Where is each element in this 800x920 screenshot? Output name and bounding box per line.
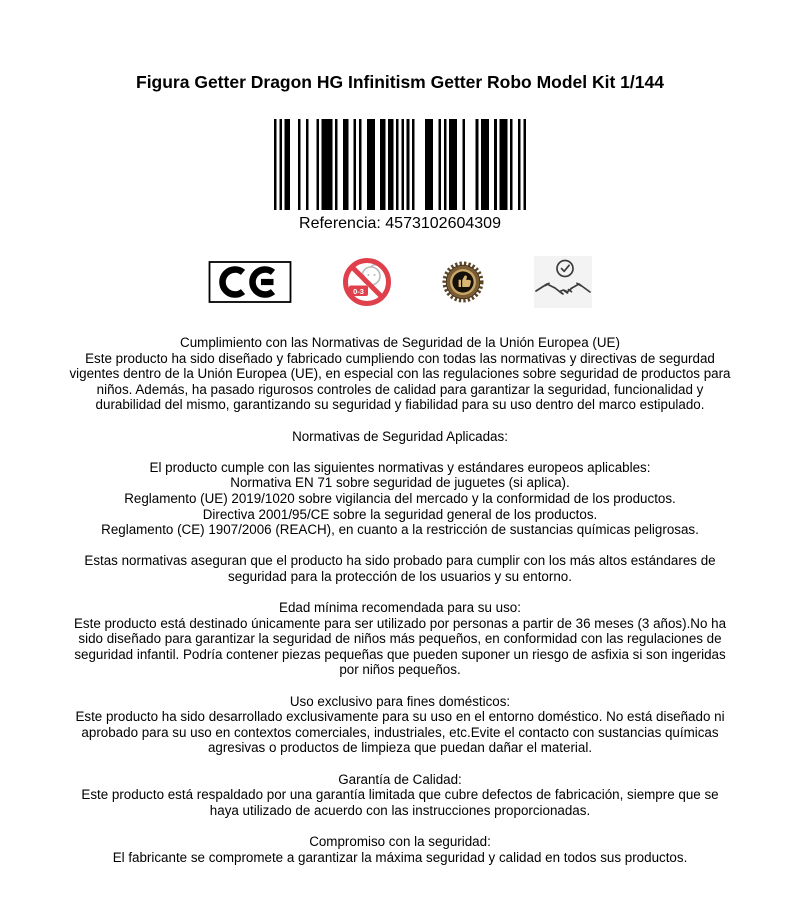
text-line: Este producto está destinado únicamente para ser utilizado por personas a partir de 36 meses (3 años).No ha	[73, 615, 727, 631]
text-section	[0, 772, 800, 819]
barcode	[0, 119, 800, 210]
barcode-bar	[518, 119, 521, 210]
section-heading: Garantía de Calidad:	[338, 771, 462, 787]
text-line: El producto cumple con las siguientes normativas y estándares europeos aplicables:	[149, 459, 651, 475]
barcode-bar	[279, 119, 282, 210]
text-line: sido diseñado para garantizar la seguridad de niños más pequeños, en conformidad con las regulaciones de	[78, 631, 722, 647]
text-line: Reglamento (CE) 1907/2006 (REACH), en cuanto a la restricción de sustancias químicas peligrosas.	[101, 522, 699, 538]
section-heading: Compromiso con la seguridad:	[309, 834, 491, 849]
barcode-bar	[322, 119, 333, 210]
text-line: El fabricante se compromete a garantizar la máxima seguridad y calidad en todos sus productos.	[112, 849, 688, 865]
text-line: Directiva 2001/95/CE sobre la seguridad general de los productos.	[202, 506, 598, 522]
text-line: agresivas o productos de limpieza que puedan dañar el material.	[207, 740, 593, 756]
barcode-bar	[343, 119, 348, 210]
text-section	[0, 600, 800, 678]
barcode-bar	[359, 119, 362, 210]
barcode-bar	[476, 119, 479, 210]
barcode-bar	[523, 119, 526, 210]
barcode-bar	[285, 119, 290, 210]
barcode-bar	[412, 119, 415, 210]
barcode-bar	[444, 119, 447, 210]
barcode-bar	[481, 119, 489, 210]
barcode-bar	[306, 119, 309, 210]
compliance-text	[0, 335, 800, 865]
text-line: Este producto ha sido diseñado y fabricado cumpliendo con todas las normativas y directivas de segurdad	[85, 350, 715, 366]
ce-mark-icon	[208, 260, 292, 304]
barcode-bar	[449, 119, 457, 210]
text-line: Reglamento (UE) 2019/1020 sobre vigilancia del mercado y la conformidad de los productos.	[124, 490, 676, 506]
page-title: Figura Getter Dragon HG Infinitism Getter Robo Model Kit 1/144	[136, 72, 664, 92]
text-line: Estas normativas aseguran que el producto ha sido probado para cumplir con los más altos estándares de	[84, 553, 716, 569]
text-section	[0, 694, 800, 756]
section-heading: Normativas de Seguridad Aplicadas:	[292, 428, 508, 444]
barcode-bar	[494, 119, 497, 210]
text-line: durabilidad del mismo, garantizando su seguridad y fiabilidad para su uso dentro del marco estipulado.	[95, 397, 705, 413]
quality-badge-icon	[442, 261, 484, 303]
text-section	[0, 834, 800, 865]
text-line: seguridad infantil. Podría contener piezas pequeñas que pueden suponer un riesgo de asfixia si son ingeridas	[74, 646, 726, 662]
barcode-bar	[316, 119, 319, 210]
text-section	[0, 460, 800, 538]
barcode-bar	[380, 119, 385, 210]
barcode-bar	[510, 119, 513, 210]
barcode-bar	[274, 119, 277, 210]
text-line: niños. Además, ha pasado rigurosos controles de calidad para garantizar la seguridad, funcionalidad y	[96, 381, 704, 397]
barcode-bar	[499, 119, 507, 210]
text-line: vigentes dentro de la Unión Europea (UE), en especial con las regulaciones sobre seguridad de productos para	[69, 366, 731, 382]
barcode-bar	[396, 119, 399, 210]
text-line: aprobado para su uso en contextos comerciales, industriales, etc.Evite el contacto con sustancias químicas	[81, 724, 719, 740]
age-warning-icon	[342, 257, 392, 307]
text-section	[0, 335, 800, 413]
barcode-bar	[388, 119, 393, 210]
section-heading: Cumplimiento con las Normativas de Seguridad de la Unión Europea (UE)	[180, 335, 620, 350]
text-line: Este producto ha sido desarrollado exclusivamente para su uso en el entorno doméstico. No está diseñado ni	[75, 709, 725, 725]
text-line: seguridad para la protección de los usuarios y su entorno.	[228, 568, 572, 584]
text-line: Normativa EN 71 sobre seguridad de juguetes (si aplica).	[230, 475, 570, 491]
barcode-bar	[298, 119, 301, 210]
section-heading: Edad mínima recomendada para su uso:	[279, 600, 521, 616]
age-warning-label: 0-3	[353, 286, 364, 296]
handshake-guarantee-icon	[534, 256, 592, 308]
section-heading: Uso exclusivo para fines domésticos:	[289, 693, 511, 709]
barcode-bar	[425, 119, 433, 210]
text-line: por niños pequeños.	[339, 662, 461, 678]
text-line: haya utilizado de acuerdo con las instrucciones proporcionadas.	[209, 802, 591, 818]
barcode-bar	[407, 119, 410, 210]
text-line: Este producto está respaldado por una garantía limitada que cubre defectos de fabricación, siempre que se	[81, 787, 719, 803]
barcode-bar	[367, 119, 375, 210]
compliance-icons-row	[0, 255, 800, 309]
barcode-bar	[354, 119, 357, 210]
barcode-bar	[462, 119, 465, 210]
barcode-bar	[335, 119, 338, 210]
barcode-reference: Referencia: 4573102604309	[299, 215, 501, 232]
barcode-bar	[438, 119, 441, 210]
barcode-bar	[401, 119, 404, 210]
text-section	[0, 429, 800, 445]
barcode-bars	[274, 119, 526, 210]
text-section	[0, 553, 800, 584]
